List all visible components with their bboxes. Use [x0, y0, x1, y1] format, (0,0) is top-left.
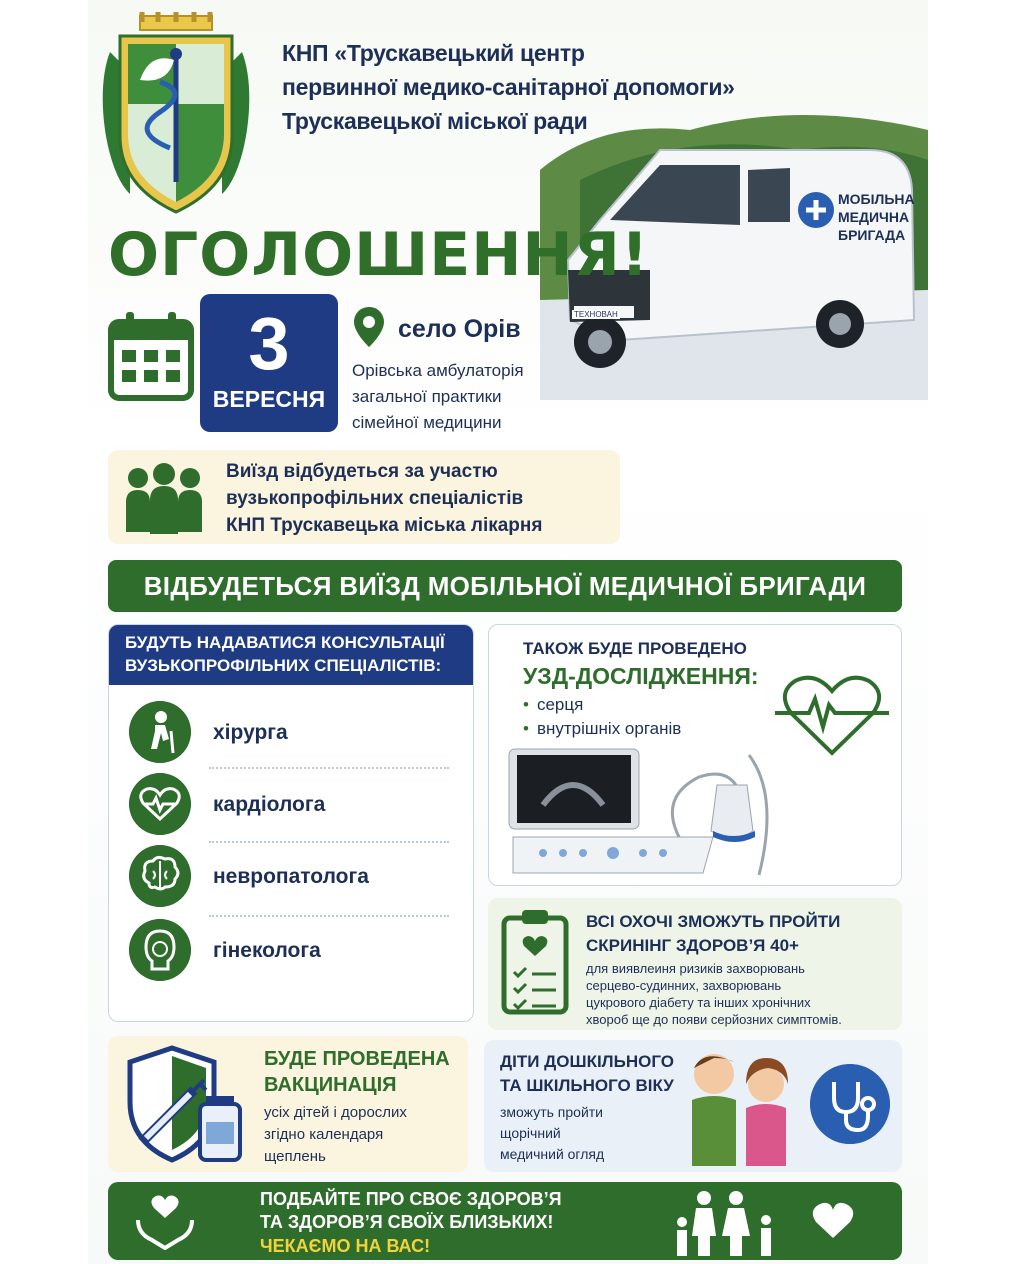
footer-line-1: ПОДБАЙТЕ ПРО СВОЄ ЗДОРОВ’Я: [260, 1189, 562, 1209]
divider: [209, 767, 449, 769]
stethoscope-icon: [810, 1064, 890, 1144]
consultations-panel: [108, 624, 474, 1022]
van-side-text: [838, 190, 915, 244]
location-pin-icon: [352, 305, 386, 349]
place-name: село Орів: [398, 315, 521, 343]
children-title-line-2: ТА ШКІЛЬНОГО ВІКУ: [500, 1076, 674, 1095]
van-text-line-3: БРИГАДА: [838, 227, 906, 243]
ultrasound-panel: [488, 624, 902, 886]
place-desc-line-3: сімейної медицини: [352, 413, 502, 432]
ultrasound-item: • серця: [523, 695, 584, 714]
hands-heart-icon: [134, 1192, 196, 1250]
ultrasound-title-2: УЗД-ДОСЛІДЖЕННЯ:: [523, 663, 759, 689]
children-description: [500, 1102, 604, 1165]
org-line-1: КНП «Трускавецький центр: [282, 40, 585, 66]
vaccination-description: [264, 1102, 407, 1168]
group-of-people-icon: [122, 462, 206, 536]
participation-text: [226, 458, 542, 539]
participation-line-2: вузькопрофільних спеціалістів: [226, 488, 524, 509]
place-desc-line-2: загальної практики: [352, 387, 502, 406]
vaccination-title: [264, 1046, 450, 1098]
van-plate: ТЕХНОВАН: [574, 310, 618, 319]
vaccination-desc-line-2: згідно календаря: [264, 1126, 384, 1143]
specialist-label: невропатолога: [213, 865, 369, 888]
screening-desc-line-1: для виявлеиня ризиків захворювань: [586, 961, 805, 976]
brain-icon: [129, 845, 191, 907]
event-month: ВЕРЕСНЯ: [212, 386, 326, 412]
place-desc-line-1: Орівська амбулаторія: [352, 361, 524, 380]
calendar-icon: [108, 310, 194, 402]
footer-line-2: ТА ЗДОРОВ’Я СВОЇХ БЛИЗЬКИХ!: [260, 1212, 554, 1232]
announcement-heading: ОГОЛОШЕННЯ!: [108, 220, 650, 290]
children-desc-line-2: щорічний: [500, 1125, 561, 1141]
participation-panel: [108, 450, 620, 544]
screening-panel: [488, 898, 902, 1030]
event-day: 3: [248, 302, 290, 385]
children-title: [500, 1050, 674, 1098]
divider: [209, 915, 449, 917]
org-line-3: Трускавецької міської ради: [282, 108, 588, 134]
footer-message: [260, 1188, 562, 1234]
participation-line-1: Виїзд відбудеться за участю: [226, 461, 498, 482]
heart-icon: [812, 1202, 854, 1240]
participation-line-3: КНП Трускавецька міська лікарня: [226, 515, 543, 536]
van-text-line-1: МОБІЛЬНА: [838, 191, 915, 207]
consultations-heading: [109, 625, 473, 685]
van-text-line-2: МЕДИЧНА: [838, 209, 910, 225]
children-panel: [484, 1040, 902, 1172]
ultrasound-item: • внутрішніх органів: [523, 719, 682, 738]
children-illustration: [680, 1044, 800, 1168]
family-icon: [674, 1188, 794, 1256]
specialist-row-cardiologist: [129, 773, 459, 839]
consult-heading-line-2: ВУЗЬКОПРОФІЛЬНИХ СПЕЦІАЛІСТІВ:: [125, 656, 442, 675]
surgeon-icon: [129, 701, 191, 763]
vaccine-shield-icon: [122, 1042, 248, 1166]
screening-desc-line-4: хвороб ще до появи серйозних симптомів.: [586, 1012, 842, 1027]
divider: [209, 841, 449, 843]
clipboard-checklist-icon: [498, 906, 572, 1018]
screening-title-line-2: СКРИНІНГ ЗДОРОВ’Я 40+: [586, 936, 799, 955]
specialist-label: гінеколога: [213, 939, 321, 962]
screening-desc-line-2: серцево-судинних, захворювань: [586, 978, 782, 993]
specialist-row-surgeon: [129, 701, 459, 767]
footer-call-to-action: ЧЕКАЄМО НА ВАС!: [260, 1236, 431, 1256]
specialist-row-neurologist: [129, 845, 459, 911]
specialist-label: кардіолога: [213, 793, 326, 816]
screening-desc-line-3: цукрового діабету та інших хронічних: [586, 995, 811, 1010]
vaccination-title-line-1: БУДЕ ПРОВЕДЕНА: [264, 1048, 450, 1070]
screening-title-line-1: ВСІ ОХОЧІ ЗМОЖУТЬ ПРОЙТИ: [586, 912, 841, 931]
vaccination-title-line-2: ВАКЦИНАЦІЯ: [264, 1074, 397, 1096]
screening-description: [586, 960, 896, 1028]
org-line-2: первинної медико-санітарної допомоги»: [282, 74, 735, 100]
specialist-label: хірурга: [213, 721, 288, 744]
vaccination-panel: [108, 1036, 468, 1172]
footer-banner: [108, 1182, 902, 1260]
mobile-brigade-banner: ВІДБУДЕТЬСЯ ВИЇЗД МОБІЛЬНОЇ МЕДИЧНОЇ БРИГАДИ: [108, 560, 902, 612]
ultrasound-machine-image: [503, 745, 803, 881]
children-title-line-1: ДІТИ ДОШКІЛЬНОГО: [500, 1052, 674, 1071]
children-desc-line-1: зможуть пройти: [500, 1104, 603, 1120]
consult-heading-line-1: БУДУТЬ НАДАВАТИСЯ КОНСУЛЬТАЦІЇ: [125, 633, 445, 652]
vaccination-desc-line-1: усіх дітей і дорослих: [264, 1104, 407, 1121]
specialist-row-gynecologist: [129, 919, 459, 985]
city-crest-logo: [100, 12, 252, 218]
ultrasound-item-text: внутрішніх органів: [536, 719, 682, 738]
heart-pulse-icon: [129, 773, 191, 835]
event-date-box: [200, 294, 338, 432]
place-description: [352, 358, 552, 436]
screening-title: [586, 910, 840, 958]
woman-head-icon: [129, 919, 191, 981]
children-desc-line-3: медичний огляд: [500, 1146, 605, 1162]
vaccination-desc-line-3: щеплень: [264, 1148, 326, 1165]
ultrasound-item-text: серця: [536, 695, 584, 714]
ultrasound-title-1: ТАКОЖ БУДЕ ПРОВЕДЕНО: [523, 639, 747, 658]
